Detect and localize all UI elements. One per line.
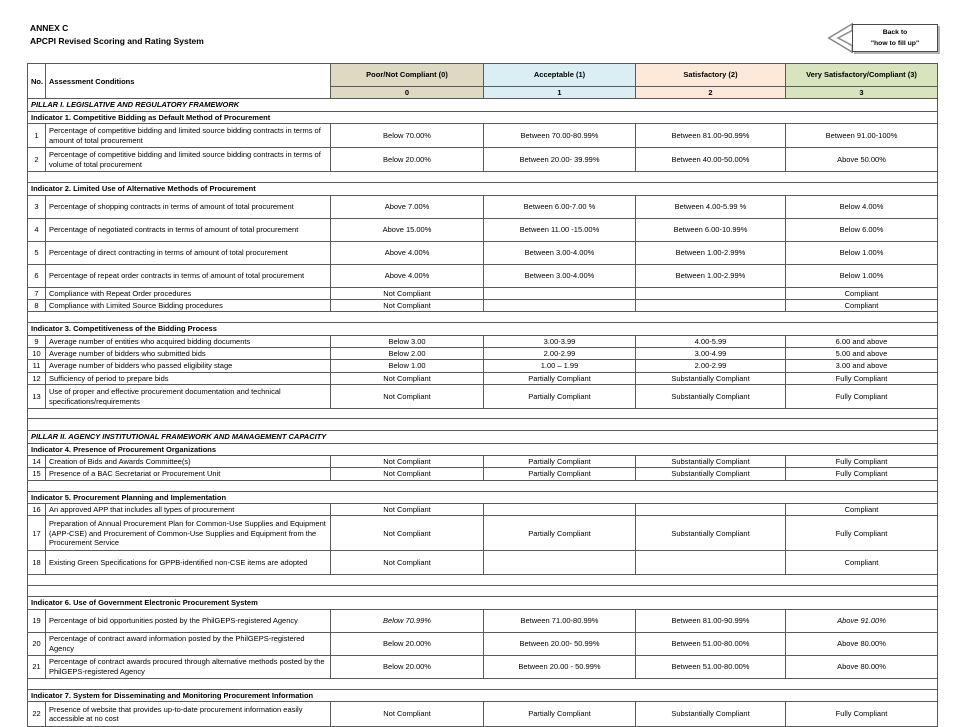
indicator-row xyxy=(28,597,938,609)
condition-text: Compliance with Limited Source Bidding procedures xyxy=(46,299,331,311)
rating-cell: Not Compliant xyxy=(331,372,484,384)
rating-cell: Substantially Compliant xyxy=(636,516,786,551)
rating-cell: Partially Compliant xyxy=(484,385,636,409)
rating-cell: Not Compliant xyxy=(331,385,484,409)
rating-cell: Above 80.00% xyxy=(786,655,938,678)
rating-cell: Between 91.00-100% xyxy=(786,124,938,148)
rating-cell xyxy=(636,551,786,575)
rating-cell: 3.00-4.99 xyxy=(636,348,786,360)
rating-cell: Substantially Compliant xyxy=(636,702,786,727)
rating-cell: Below 2.00 xyxy=(331,348,484,360)
rating-cell: Fully Compliant xyxy=(786,455,938,467)
rating-cell: Not Compliant xyxy=(331,468,484,480)
pillar-title: PILLAR II. AGENCY INSTITUTIONAL FRAMEWORK AND MANAGEMENT CAPACITY xyxy=(28,431,938,443)
row-number: 13 xyxy=(28,385,46,409)
table-row xyxy=(28,241,938,264)
condition-text: Percentage of negotiated contracts in terms of amount of total procurement xyxy=(46,218,331,241)
rating-cell xyxy=(636,287,786,299)
indicator-title: Indicator 2. Limited Use of Alternative Methods of Procurement xyxy=(28,183,938,195)
table-row xyxy=(28,335,938,347)
spacer-cell xyxy=(28,312,938,323)
table-row xyxy=(28,632,938,655)
spacer-row xyxy=(28,678,938,689)
rating-cell: Below 1.00% xyxy=(786,241,938,264)
rating-cell: Below 70.00% xyxy=(331,124,484,148)
row-number: 17 xyxy=(28,516,46,551)
rating-cell: Between 11.00 -15.00% xyxy=(484,218,636,241)
score-value-0: 0 xyxy=(331,87,484,99)
rating-cell: Partially Compliant xyxy=(484,372,636,384)
condition-text: Sufficiency of period to prepare bids xyxy=(46,372,331,384)
row-number: 19 xyxy=(28,609,46,632)
rating-cell: Not Compliant xyxy=(331,504,484,516)
back-button-line2: "how to fill up" xyxy=(870,40,920,47)
table-row xyxy=(28,504,938,516)
rating-cell: Partially Compliant xyxy=(484,702,636,727)
table-row xyxy=(28,124,938,148)
condition-text: Presence of a BAC Secretariat or Procurement Unit xyxy=(46,468,331,480)
condition-text: Percentage of shopping contracts in terms of amount of total procurement xyxy=(46,195,331,218)
rating-cell: Above 4.00% xyxy=(331,241,484,264)
page-header xyxy=(30,22,204,48)
condition-text: Percentage of repeat order contracts in terms of amount of total procurement xyxy=(46,264,331,287)
header-row xyxy=(28,64,938,87)
rating-cell xyxy=(636,299,786,311)
row-number: 8 xyxy=(28,299,46,311)
rating-cell: Fully Compliant xyxy=(786,468,938,480)
condition-text: Percentage of contract award information posted by the PhilGEPS-registered Agency xyxy=(46,632,331,655)
table-row xyxy=(28,218,938,241)
spacer-cell xyxy=(28,678,938,689)
spacer-row xyxy=(28,312,938,323)
rating-cell: Above 80.00% xyxy=(786,632,938,655)
score-value-2: 2 xyxy=(636,87,786,99)
rating-cell: Between 81.00-90.99% xyxy=(636,124,786,148)
rating-cell: Not Compliant xyxy=(331,702,484,727)
rating-cell: Not Compliant xyxy=(331,455,484,467)
rating-cell: Between 6.00-7.00 % xyxy=(484,195,636,218)
indicator-title: Indicator 5. Procurement Planning and Implementation xyxy=(28,491,938,503)
rating-cell: Between 20.00- 39.99% xyxy=(484,148,636,172)
rating-cell: 6.00 and above xyxy=(786,335,938,347)
table-row xyxy=(28,468,938,480)
rating-cell: Below 4.00% xyxy=(786,195,938,218)
rating-cell: Not Compliant xyxy=(331,516,484,551)
indicator-row xyxy=(28,491,938,503)
rating-cell: Between 3.00-4.00% xyxy=(484,264,636,287)
table-row xyxy=(28,148,938,172)
indicator-row xyxy=(28,111,938,123)
condition-text: Creation of Bids and Awards Committee(s) xyxy=(46,455,331,467)
rating-cell: Above 15.00% xyxy=(331,218,484,241)
row-number: 6 xyxy=(28,264,46,287)
condition-text: Average number of bidders who passed eligibility stage xyxy=(46,360,331,372)
annex-label: ANNEX C xyxy=(30,23,69,33)
condition-text: Existing Green Specifications for GPPB-identified non-CSE items are adopted xyxy=(46,551,331,575)
spacer-cell xyxy=(28,586,938,597)
rating-cell xyxy=(484,551,636,575)
row-number: 20 xyxy=(28,632,46,655)
rating-cell: Between 51.00-80.00% xyxy=(636,655,786,678)
spacer-cell xyxy=(28,575,938,586)
back-arrow-icon xyxy=(825,22,855,54)
col-header-poor: Poor/Not Compliant (0) xyxy=(331,64,484,87)
col-header-very-satisfactory: Very Satisfactory/Compliant (3) xyxy=(786,64,938,87)
indicator-title: Indicator 7. System for Disseminating and Monitoring Procurement Information xyxy=(28,689,938,701)
rating-cell: 1.00 – 1.99 xyxy=(484,360,636,372)
rating-cell: Partially Compliant xyxy=(484,516,636,551)
rating-cell: Compliant xyxy=(786,504,938,516)
rating-cell: Between 20.00 - 50.99% xyxy=(484,655,636,678)
spacer-row xyxy=(28,419,938,431)
rating-cell: Between 1.00-2.99% xyxy=(636,241,786,264)
condition-text: Presence of website that provides up-to-date procurement information easily accessible at no cost xyxy=(46,702,331,727)
condition-text: Average number of bidders who submitted bids xyxy=(46,348,331,360)
condition-text: Average number of entities who acquired bidding documents xyxy=(46,335,331,347)
indicator-title: Indicator 3. Competitiveness of the Bidding Process xyxy=(28,323,938,335)
row-number: 21 xyxy=(28,655,46,678)
rating-cell: Fully Compliant xyxy=(786,372,938,384)
condition-text: Percentage of competitive bidding and limited source bidding contracts in terms of volume of total procurement xyxy=(46,148,331,172)
table-row xyxy=(28,360,938,372)
rating-cell: 3.00-3.99 xyxy=(484,335,636,347)
page-title: APCPI Revised Scoring and Rating System xyxy=(30,36,204,46)
pillar-row xyxy=(28,431,938,443)
back-to-button[interactable] xyxy=(825,22,938,54)
rating-cell: Fully Compliant xyxy=(786,385,938,409)
rating-cell: Below 6.00% xyxy=(786,218,938,241)
condition-text: Percentage of bid opportunities posted by the PhilGEPS-registered Agency xyxy=(46,609,331,632)
rating-cell: Fully Compliant xyxy=(786,702,938,727)
table-header xyxy=(28,64,938,99)
indicator-row xyxy=(28,689,938,701)
scoring-table xyxy=(27,63,938,727)
rating-cell: Between 51.00-80.00% xyxy=(636,632,786,655)
rating-cell: Fully Compliant xyxy=(786,516,938,551)
rating-cell: Below 20.00% xyxy=(331,632,484,655)
indicator-title: Indicator 1. Competitive Bidding as Default Method of Procurement xyxy=(28,111,938,123)
row-number: 9 xyxy=(28,335,46,347)
rating-cell: Between 40.00-50.00% xyxy=(636,148,786,172)
rating-cell: Between 20.00- 50.99% xyxy=(484,632,636,655)
row-number: 10 xyxy=(28,348,46,360)
indicator-title: Indicator 4. Presence of Procurement Organizations xyxy=(28,443,938,455)
pillar-row xyxy=(28,99,938,111)
table-row xyxy=(28,287,938,299)
table-row xyxy=(28,551,938,575)
table-row xyxy=(28,299,938,311)
row-number: 15 xyxy=(28,468,46,480)
row-number: 5 xyxy=(28,241,46,264)
rating-cell: 2.00-2.99 xyxy=(484,348,636,360)
pillar-title: PILLAR I. LEGISLATIVE AND REGULATORY FRAMEWORK xyxy=(28,99,938,111)
row-number: 16 xyxy=(28,504,46,516)
rating-cell: Between 70.00-80.99% xyxy=(484,124,636,148)
table-row xyxy=(28,516,938,551)
rating-cell xyxy=(484,299,636,311)
rating-cell: Partially Compliant xyxy=(484,455,636,467)
rating-cell: Not Compliant xyxy=(331,551,484,575)
spacer-cell xyxy=(28,172,938,183)
spacer-row xyxy=(28,172,938,183)
rating-cell: Between 4.00-5.99 % xyxy=(636,195,786,218)
score-value-3: 3 xyxy=(786,87,938,99)
rating-cell: Partially Compliant xyxy=(484,468,636,480)
spacer-row xyxy=(28,575,938,586)
rating-cell: Compliant xyxy=(786,551,938,575)
col-header-acceptable: Acceptable (1) xyxy=(484,64,636,87)
rating-cell xyxy=(636,504,786,516)
condition-text: Percentage of direct contracting in terms of amount of total procurement xyxy=(46,241,331,264)
condition-text: Compliance with Repeat Order procedures xyxy=(46,287,331,299)
rating-cell: Below 1.00% xyxy=(786,264,938,287)
col-header-conditions: Assessment Conditions xyxy=(46,64,331,99)
rating-cell: Above 4.00% xyxy=(331,264,484,287)
rating-cell: Between 81.00-90.99% xyxy=(636,609,786,632)
row-number: 22 xyxy=(28,702,46,727)
spacer-cell xyxy=(28,419,938,431)
rating-cell: Below 70.99% xyxy=(331,609,484,632)
row-number: 1 xyxy=(28,124,46,148)
rating-cell: Below 20.00% xyxy=(331,148,484,172)
rating-cell: Substantially Compliant xyxy=(636,385,786,409)
table-row xyxy=(28,385,938,409)
rating-cell xyxy=(484,287,636,299)
spacer-row xyxy=(28,586,938,597)
table-row xyxy=(28,348,938,360)
score-value-1: 1 xyxy=(484,87,636,99)
rating-cell: Below 20.00% xyxy=(331,655,484,678)
indicator-row xyxy=(28,443,938,455)
condition-text: Percentage of competitive bidding and limited source bidding contracts in terms of amount of total procurement xyxy=(46,124,331,148)
rating-cell: Between 71.00-80.99% xyxy=(484,609,636,632)
table-row xyxy=(28,264,938,287)
condition-text: Percentage of contract awards procured through alternative methods posted by the PhilGEPS-registered Agency xyxy=(46,655,331,678)
rating-cell: 3.00 and above xyxy=(786,360,938,372)
rating-cell: Below 1.00 xyxy=(331,360,484,372)
table-body xyxy=(28,99,938,727)
col-header-satisfactory: Satisfactory (2) xyxy=(636,64,786,87)
row-number: 18 xyxy=(28,551,46,575)
table-row xyxy=(28,195,938,218)
condition-text: Use of proper and effective procurement documentation and technical specifications/requirements xyxy=(46,385,331,409)
rating-cell: Between 1.00-2.99% xyxy=(636,264,786,287)
row-number: 4 xyxy=(28,218,46,241)
table-row xyxy=(28,609,938,632)
indicator-title: Indicator 6. Use of Government Electronic Procurement System xyxy=(28,597,938,609)
condition-text: Preparation of Annual Procurement Plan for Common-Use Supplies and Equipment (APP-CSE) and Procurement of Common-Use Supplies and Equipment from the Procurement Service xyxy=(46,516,331,551)
rating-cell: Below 3.00 xyxy=(331,335,484,347)
rating-cell: Substantially Compliant xyxy=(636,455,786,467)
rating-cell: Not Compliant xyxy=(331,299,484,311)
row-number: 7 xyxy=(28,287,46,299)
spacer-row xyxy=(28,409,938,419)
col-header-no: No. xyxy=(28,64,46,99)
rating-cell: Above 91.00% xyxy=(786,609,938,632)
indicator-row xyxy=(28,323,938,335)
rating-cell: Above 7.00% xyxy=(331,195,484,218)
row-number: 2 xyxy=(28,148,46,172)
rating-cell: Substantially Compliant xyxy=(636,372,786,384)
rating-cell: Compliant xyxy=(786,299,938,311)
rating-cell xyxy=(484,504,636,516)
indicator-row xyxy=(28,183,938,195)
condition-text: An approved APP that includes all types of procurement xyxy=(46,504,331,516)
rating-cell: Between 6.00-10.99% xyxy=(636,218,786,241)
rating-cell: Not Compliant xyxy=(331,287,484,299)
spacer-cell xyxy=(28,409,938,419)
rating-cell: 4.00-5.99 xyxy=(636,335,786,347)
table-row xyxy=(28,702,938,727)
table-row xyxy=(28,655,938,678)
table-row xyxy=(28,455,938,467)
rating-cell: 5.00 and above xyxy=(786,348,938,360)
back-button-line1: Back to xyxy=(882,28,908,36)
row-number: 12 xyxy=(28,372,46,384)
table-row xyxy=(28,372,938,384)
row-number: 11 xyxy=(28,360,46,372)
rating-cell: Above 50.00% xyxy=(786,148,938,172)
row-number: 3 xyxy=(28,195,46,218)
rating-cell: 2.00-2.99 xyxy=(636,360,786,372)
back-button-label xyxy=(852,24,938,52)
rating-cell: Compliant xyxy=(786,287,938,299)
rating-cell: Between 3.00-4.00% xyxy=(484,241,636,264)
row-number: 14 xyxy=(28,455,46,467)
spacer-cell xyxy=(28,480,938,491)
rating-cell: Substantially Compliant xyxy=(636,468,786,480)
spacer-row xyxy=(28,480,938,491)
